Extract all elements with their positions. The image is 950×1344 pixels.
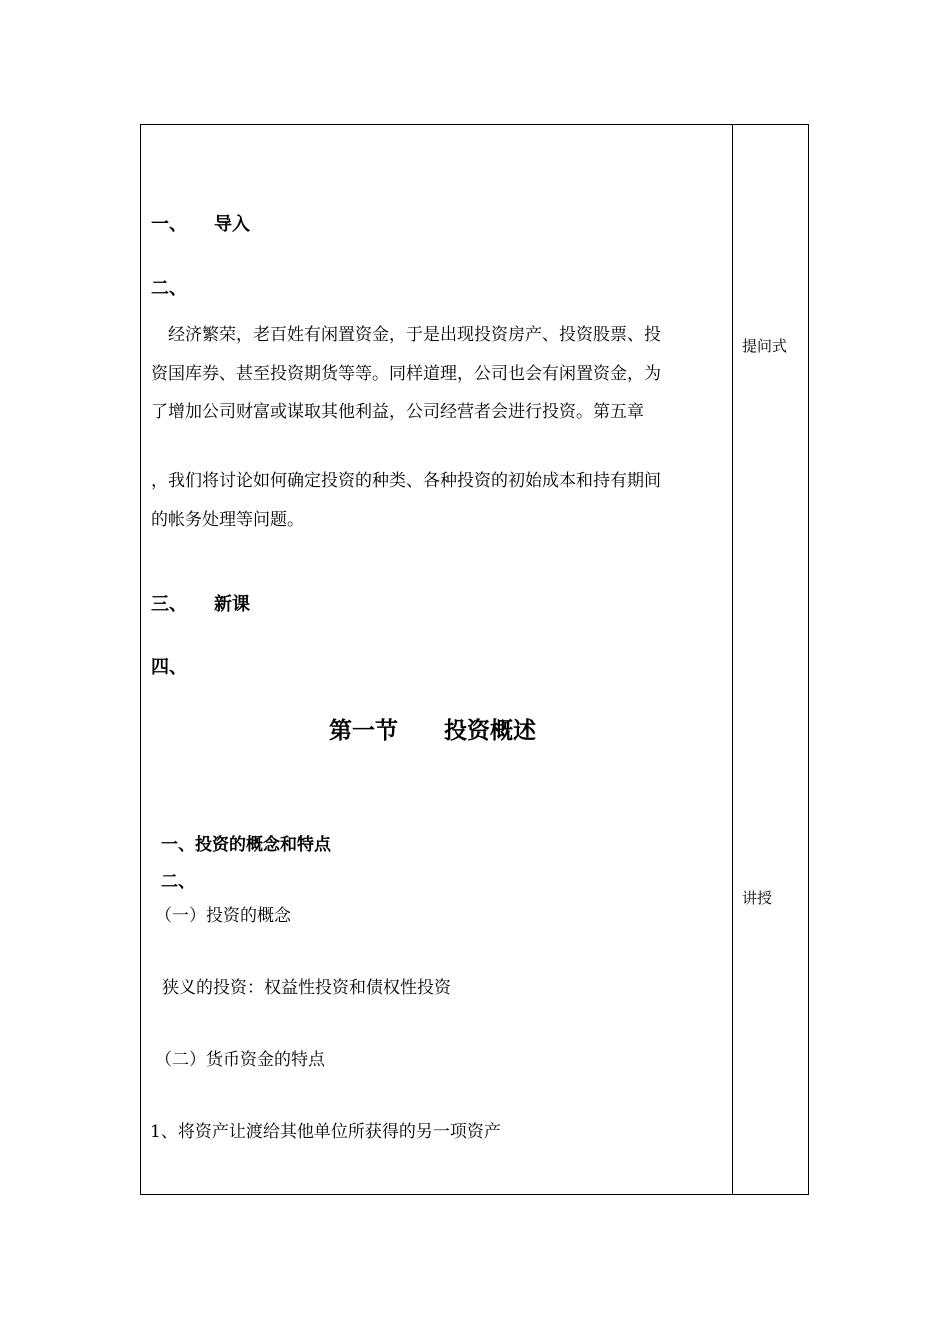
lesson-plan-table	[140, 124, 809, 1195]
section-title: 第一节 投资概述	[329, 717, 536, 744]
paragraph-line: ，我们将讨论如何确定投资的种类、各种投资的初始成本和持有期间	[151, 471, 661, 491]
side-note-lecture: 讲授	[742, 889, 773, 907]
list-item: 1、将资产让渡给其他单位所获得的另一项资产	[150, 1122, 501, 1142]
list-item: （二）货币资金的特点	[155, 1050, 325, 1070]
heading-four: 四、	[151, 657, 187, 678]
side-note-questioning: 提问式	[742, 337, 788, 355]
heading-two: 二、	[151, 278, 187, 299]
column-divider	[732, 125, 733, 1194]
paragraph-line: 资国库券、甚至投资期货等等。同样道理，公司也会有闲置资金，为	[151, 364, 661, 384]
sub-heading-concept: 一、投资的概念和特点	[161, 835, 331, 855]
heading-new-lesson: 三、 新课	[151, 594, 250, 615]
sub-heading-two: 二、	[161, 872, 195, 892]
paragraph-line: 的帐务处理等问题。	[151, 510, 304, 530]
list-item: 狭义的投资：权益性投资和债权性投资	[162, 978, 451, 998]
paragraph-line: 了增加公司财富或谋取其他利益，公司经营者会进行投资。第五章	[151, 402, 644, 422]
heading-intro: 一、 导入	[151, 214, 250, 235]
list-item: （一）投资的概念	[155, 906, 291, 926]
paragraph-line: 经济繁荣，老百姓有闲置资金，于是出现投资房产、投资股票、投	[151, 325, 661, 345]
